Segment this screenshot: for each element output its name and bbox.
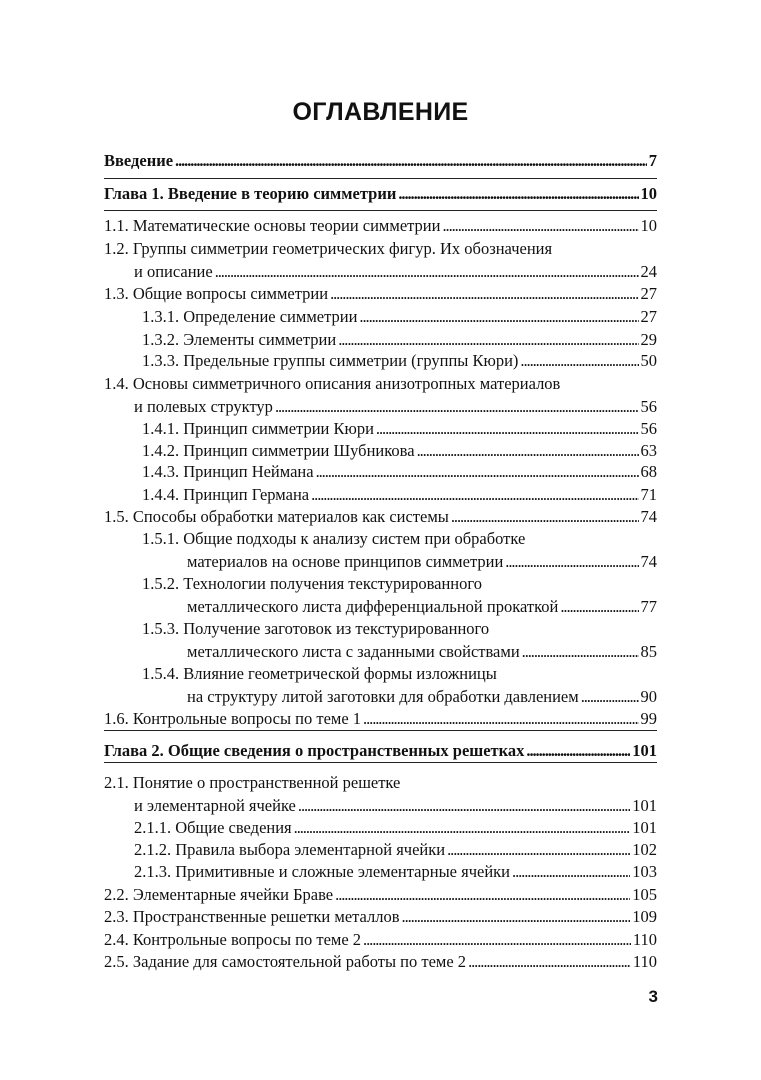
toc-entry-title: 2.2. Элементарные ячейки Браве — [104, 885, 334, 904]
toc-entry-title: 2.5. Задание для самостоятельной работы по теме 2 — [104, 952, 467, 971]
page-number: 3 — [648, 987, 658, 1006]
toc-entry-title-line: 1.5.3. Получение заготовок из текстурированного — [142, 619, 490, 638]
toc-entry-title: 1.4.1. Принцип симметрии Кюри — [142, 419, 374, 438]
dot-leader — [402, 906, 631, 928]
toc-entry-title-line: 1.4. Основы симметричного описания анизотропных материалов — [104, 374, 561, 393]
toc-entry-page: 90 — [640, 687, 657, 706]
toc-entry-page: 74 — [640, 507, 657, 526]
dot-leader — [294, 817, 631, 839]
dot-leader — [505, 551, 638, 573]
toc-entry-title: 1.6. Контрольные вопросы по теме 1 — [104, 709, 362, 728]
dot-leader — [522, 641, 639, 663]
dot-leader — [417, 440, 639, 462]
toc-entry-title: 1.4.4. Принцип Германа — [142, 485, 310, 504]
dot-leader — [581, 686, 639, 708]
toc-entry-page: 71 — [640, 485, 657, 504]
toc-entry-page: 74 — [640, 552, 657, 571]
dot-leader — [442, 215, 638, 237]
toc-entry-title: Глава 1. Введение в теорию симметрии — [104, 184, 397, 203]
toc-entry-title: и описание — [134, 262, 213, 281]
dot-leader — [468, 951, 631, 973]
toc-entry-page: 56 — [640, 397, 657, 416]
toc-entry-page: 77 — [640, 597, 657, 616]
toc-entry-title: 1.4.3. Принцип Неймана — [142, 462, 314, 481]
dot-leader — [335, 884, 630, 906]
divider — [104, 178, 657, 179]
toc-entry-page: 110 — [632, 930, 657, 949]
toc-entry-page: 110 — [632, 952, 657, 971]
toc-entry-title: металлического листа дифференциальной прокаткой — [187, 597, 559, 616]
dot-leader — [363, 929, 631, 951]
toc-entry-page: 85 — [640, 642, 657, 661]
toc-entry-page: 99 — [640, 709, 657, 728]
toc-entry-page: 101 — [632, 741, 657, 760]
dot-leader — [376, 418, 639, 440]
toc-entry-title: металлического листа с заданными свойствами — [187, 642, 520, 661]
toc-entry-title: 1.1. Математические основы теории симметрии — [104, 216, 441, 235]
toc-entry-page: 101 — [632, 818, 657, 837]
toc-entry-page: 24 — [640, 262, 657, 281]
toc-entry-title: 1.3.1. Определение симметрии — [142, 307, 358, 326]
toc-entry-title-line: 1.5.2. Технологии получения текстурированного — [142, 574, 482, 593]
dot-leader — [520, 350, 638, 372]
dot-leader — [338, 329, 638, 351]
toc-entry-title: 1.3. Общие вопросы симметрии — [104, 284, 329, 303]
toc-entry-page: 56 — [640, 419, 657, 438]
toc-entry-page: 105 — [632, 885, 657, 904]
toc-entry-page: 10 — [640, 184, 657, 203]
toc-entry-title: 2.3. Пространственные решетки металлов — [104, 907, 400, 926]
divider — [104, 210, 657, 211]
dot-leader — [330, 283, 638, 305]
dot-leader — [175, 150, 647, 172]
toc-entry-page: 10 — [640, 216, 657, 235]
toc-entry-page: 29 — [640, 330, 657, 349]
dot-leader — [512, 861, 630, 883]
dot-leader — [215, 261, 639, 283]
toc-entry-title: 1.5. Способы обработки материалов как системы — [104, 507, 449, 526]
toc-entry-page: 27 — [640, 307, 657, 326]
toc-entry-title: и полевых структур — [134, 397, 273, 416]
toc-entry-title-line: 1.5.4. Влияние геометрической формы изложницы — [142, 664, 497, 683]
dot-leader — [359, 306, 638, 328]
toc-entry-title: 2.1.3. Примитивные и сложные элементарные ячейки — [134, 862, 511, 881]
dot-leader — [316, 461, 639, 483]
dot-leader — [398, 183, 638, 205]
toc-entry-page: 102 — [632, 840, 657, 859]
toc-entry-page: 109 — [632, 907, 657, 926]
toc-entry-page: 27 — [640, 284, 657, 303]
dot-leader — [526, 740, 630, 762]
toc-entry-title: Введение — [104, 151, 174, 170]
toc-entry-title: на структуру литой заготовки для обработки давлением — [187, 687, 579, 706]
dot-leader — [560, 596, 638, 618]
dot-leader — [311, 484, 638, 506]
toc-entry-title-line: 1.5.1. Общие подходы к анализу систем при обработке — [142, 529, 526, 548]
toc-entry-title: и элементарной ячейке — [134, 796, 296, 815]
toc-entry-title: 2.4. Контрольные вопросы по теме 2 — [104, 930, 362, 949]
dot-leader — [298, 795, 630, 817]
toc-entry-page: 101 — [632, 796, 657, 815]
toc-entry-title: 1.3.3. Предельные группы симметрии (группы Кюри) — [142, 351, 519, 370]
dot-leader — [447, 839, 630, 861]
divider — [104, 762, 657, 763]
toc-entry-page: 103 — [632, 862, 657, 881]
toc-entry-page: 63 — [640, 441, 657, 460]
toc-entry-title: 2.1.1. Общие сведения — [134, 818, 292, 837]
toc-entry-title-line: 1.2. Группы симметрии геометрических фигур. Их обозначения — [104, 239, 553, 258]
dot-leader — [451, 506, 639, 528]
toc-entry-title: материалов на основе принципов симметрии — [187, 552, 504, 571]
toc-entry-title: Глава 2. Общие сведения о пространственных решетках — [104, 741, 525, 760]
toc-entry-title: 1.4.2. Принцип симметрии Шубникова — [142, 441, 415, 460]
toc-entry-page: 68 — [640, 462, 657, 481]
toc-entry-page: 7 — [648, 151, 657, 170]
dot-leader — [363, 708, 638, 730]
toc-entry-page: 50 — [640, 351, 657, 370]
toc-entry-title: 1.3.2. Элементы симметрии — [142, 330, 337, 349]
toc-entry-title-line: 2.1. Понятие о пространственной решетке — [104, 773, 401, 792]
page-title: ОГЛАВЛЕНИЕ — [292, 98, 469, 126]
toc-entry-title: 2.1.2. Правила выбора элементарной ячейки — [134, 840, 446, 859]
dot-leader — [275, 396, 639, 418]
divider — [104, 730, 657, 731]
